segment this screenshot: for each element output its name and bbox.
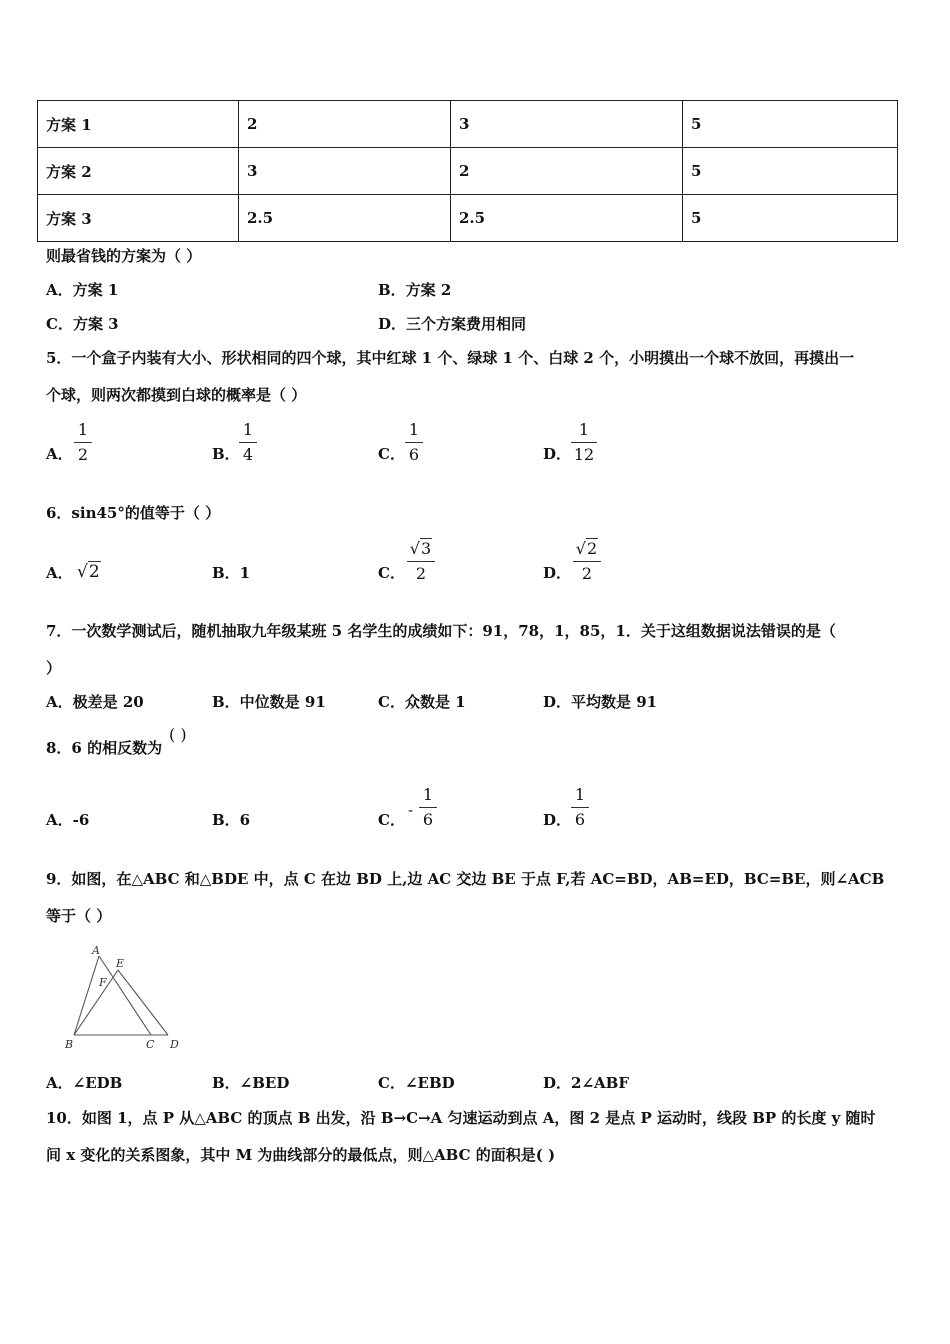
q5-stem-line2: 个球，则两次都摸到白球的概率是（ ） <box>46 386 307 404</box>
q6-option-d-label: D． <box>543 564 572 582</box>
table-cell: 方案 2 <box>38 148 239 195</box>
table-cell: 2 <box>451 148 683 195</box>
plan-table <box>37 100 898 242</box>
q8-option-a: A．-6 <box>46 811 90 829</box>
q6-option-a-label: A． <box>46 564 73 582</box>
q8-option-d-fraction <box>571 786 589 829</box>
segment-ac <box>99 956 151 1035</box>
table-row <box>38 101 898 148</box>
triangle-figure <box>58 940 188 1055</box>
denominator: 6 <box>422 810 434 829</box>
q9-option-a: A．∠EDB <box>46 1074 123 1092</box>
q4-option-d: D．三个方案费用相同 <box>378 315 527 333</box>
q8-option-c-label: C． <box>378 811 405 829</box>
segment-ed <box>118 970 168 1035</box>
label-c: C <box>146 1038 155 1051</box>
table-row <box>38 148 898 195</box>
q9-option-b: B．∠BED <box>212 1074 290 1092</box>
q7-option-d: D．平均数是 91 <box>543 693 658 711</box>
q9-stem-line1: 9．如图，在△ABC 和△BDE 中，点 C 在边 BD 上,边 AC 交边 BE 于点 F,若 AC=BD，AB=ED，BC=BE，则∠ACB <box>46 870 885 888</box>
q5-option-d-label: D． <box>543 445 572 463</box>
q6-option-b: B．1 <box>212 564 251 582</box>
label-e: E <box>116 957 125 970</box>
q9-option-c: C．∠EBD <box>378 1074 455 1092</box>
q6-option-c-fraction: √3 2 <box>407 540 435 583</box>
q9-stem-line2: 等于（ ） <box>46 907 112 925</box>
denominator: 2 <box>77 445 89 464</box>
table-cell: 5 <box>683 148 898 195</box>
q8-option-c-sign: - <box>408 801 414 819</box>
denominator: 2 <box>581 564 593 583</box>
q7-stem-line2: ） <box>46 659 62 677</box>
table-cell: 2.5 <box>451 195 683 242</box>
q4-option-a: A．方案 1 <box>46 281 119 299</box>
denominator: 6 <box>574 810 586 829</box>
radicand: 2 <box>587 539 598 558</box>
q5-option-a-fraction <box>74 421 92 464</box>
numerator: 1 <box>77 420 89 439</box>
q6-option-c-label: C． <box>378 564 405 582</box>
q9-option-d: D．2∠ABF <box>543 1074 629 1092</box>
q4-option-c: C．方案 3 <box>46 315 119 333</box>
q7-option-c: C．众数是 1 <box>378 693 466 711</box>
q5-option-b-fraction <box>239 421 257 464</box>
q6-stem: 6．sin45°的值等于（ ） <box>46 504 221 522</box>
table-cell: 2 <box>239 101 451 148</box>
label-a: A <box>92 944 100 957</box>
segment-be <box>74 970 118 1035</box>
q8-answer-paren: ( ) <box>169 725 187 744</box>
table-row <box>38 195 898 242</box>
q5-option-a-label: A． <box>46 445 73 463</box>
q5-option-c-label: C． <box>378 445 405 463</box>
numerator: 1 <box>408 420 420 439</box>
q10-stem-line2: 间 x 变化的关系图象，其中 M 为曲线部分的最低点，则△ABC 的面积是( ) <box>46 1146 556 1164</box>
label-d: D <box>170 1038 179 1051</box>
table-cell: 方案 1 <box>38 101 239 148</box>
q6-option-a-sqrt: √2 <box>77 562 100 582</box>
q6-option-d-fraction: √2 2 <box>573 540 601 583</box>
numerator: 1 <box>242 420 254 439</box>
table-cell: 方案 3 <box>38 195 239 242</box>
q4-stem: 则最省钱的方案为（ ） <box>46 247 202 265</box>
q8-option-b: B．6 <box>212 811 251 829</box>
q4-option-b: B．方案 2 <box>378 281 452 299</box>
denominator: 2 <box>415 564 427 583</box>
segment-ba <box>74 956 99 1035</box>
q5-option-c-fraction <box>405 421 423 464</box>
table-cell: 3 <box>451 101 683 148</box>
table-cell: 3 <box>239 148 451 195</box>
numerator: 1 <box>574 785 586 804</box>
q8-option-c-fraction <box>419 786 437 829</box>
q5-option-b-label: B． <box>212 445 240 463</box>
table-cell: 2.5 <box>239 195 451 242</box>
q5-stem-line1: 5．一个盒子内装有大小、形状相同的四个球，其中红球 1 个、绿球 1 个、白球 2 个，小明摸出一个球不放回，再摸出一 <box>46 349 855 367</box>
label-b: B <box>65 1038 74 1051</box>
q5-option-d-fraction <box>571 421 597 464</box>
q8-stem: 8．6 的相反数为 <box>46 739 163 757</box>
label-f: F <box>99 976 107 989</box>
q7-stem-line1: 7．一次数学测试后，随机抽取九年级某班 5 名学生的成绩如下：91，78，1，85，1．关于这组数据说法错误的是（ <box>46 622 836 640</box>
radicand: 2 <box>88 562 100 582</box>
q7-option-b: B．中位数是 91 <box>212 693 326 711</box>
numerator: 1 <box>422 785 434 804</box>
table-cell: 5 <box>683 195 898 242</box>
q10-stem-line1: 10．如图 1，点 P 从△ABC 的顶点 B 出发，沿 B→C→A 匀速运动到点 A，图 2 是点 P 运动时，线段 BP 的长度 y 随时 <box>46 1109 876 1127</box>
q7-option-a: A．极差是 20 <box>46 693 144 711</box>
q8-option-d-label: D． <box>543 811 572 829</box>
denominator: 12 <box>573 445 595 464</box>
numerator: 1 <box>578 420 590 439</box>
denominator: 4 <box>242 445 254 464</box>
denominator: 6 <box>408 445 420 464</box>
table-cell: 5 <box>683 101 898 148</box>
radicand: 3 <box>421 539 432 558</box>
